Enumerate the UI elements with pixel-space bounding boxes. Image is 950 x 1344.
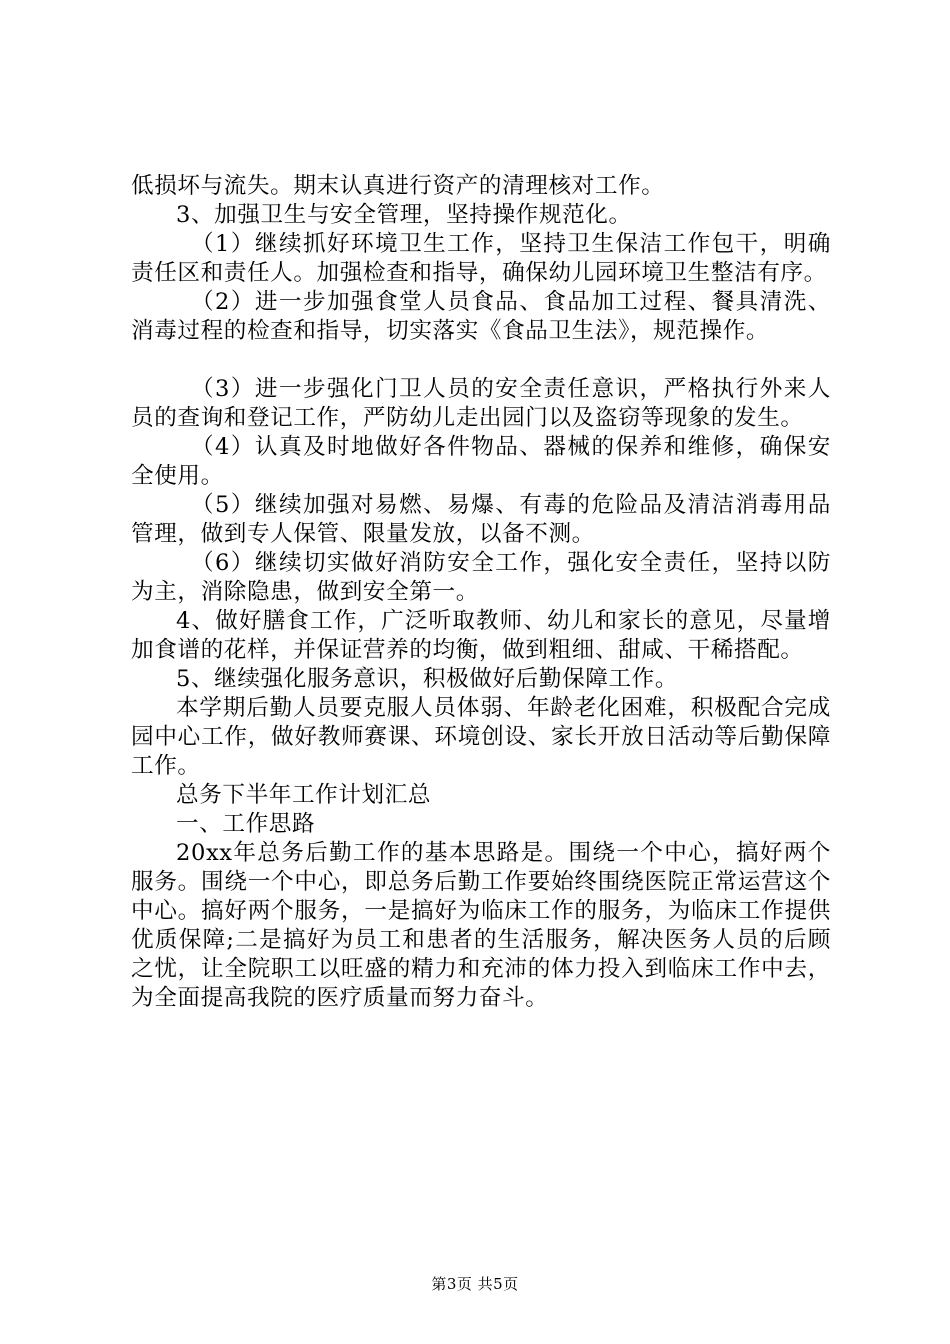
item-3-security: （3）进一步强化门卫人员的安全责任意识，严格执行外来人员的查询和登记工作，严防幼儿走出园门以及盗窃等现象的发生。 — [131, 376, 831, 431]
doc-subtitle: 总务下半年工作计划汇总 — [176, 782, 432, 808]
item-6-fire-safety: （6）继续切实做好消防安全工作，强化安全责任，坚持以防为主，消除隐患，做到安全第一。 — [131, 550, 831, 605]
document-body — [131, 172, 831, 1013]
item-5-hazardous: （5）继续加强对易燃、易爆、有毒的危险品及清洁消毒用品管理，做到专人保管、限量发放，以备不测。 — [131, 492, 831, 547]
paragraph-approach: 20xx年总务后勤工作的基本思路是。围绕一个中心，搞好两个服务。围绕一个中心，即总务后勤工作要始终围绕医院正常运营这个中心。搞好两个服务，一是搞好为临床工作的服务，为临床工作提供优质保障;二是搞好为员工和患者的生活服务，解决医务人员的后顾之忧，让全院职工以旺盛的精力和充沛的体力投入到临床工作中去，为全面提高我院的医疗质量而努力奋斗。 — [131, 840, 831, 1011]
section-4-meals: 4、做好膳食工作，广泛听取教师、幼儿和家长的意见，尽量增加食谱的花样，并保证营养的均衡，做到粗细、甜咸、干稀搭配。 — [131, 608, 831, 663]
page-number-footer: 第3页 共5页 — [431, 1275, 519, 1293]
item-4-maintenance: （4）认真及时地做好各件物品、器械的保养和维修，确保安全使用。 — [131, 434, 831, 489]
heading-work-approach: 一、工作思路 — [176, 811, 316, 837]
section-5-service: 5、继续强化服务意识，积极做好后勤保障工作。 — [176, 666, 679, 692]
paragraph-asset-check: 低损坏与流失。期末认真进行资产的清理核对工作。 — [131, 173, 665, 199]
paragraph-semester: 本学期后勤人员要克服人员体弱、年龄老化困难，积极配合完成园中心工作，做好教师赛课、环境创设、家长开放日活动等后勤保障工作。 — [131, 695, 831, 779]
item-2-canteen: （2）进一步加强食堂人员食品、食品加工过程、餐具清洗、消毒过程的检查和指导，切实落实《食品卫生法》，规范操作。 — [131, 289, 831, 344]
item-1-environment: （1）继续抓好环境卫生工作，坚持卫生保洁工作包干，明确责任区和责任人。加强检查和指导，确保幼儿园环境卫生整洁有序。 — [131, 231, 831, 286]
section-3-heading: 3、加强卫生与安全管理，坚持操作规范化。 — [176, 202, 632, 228]
